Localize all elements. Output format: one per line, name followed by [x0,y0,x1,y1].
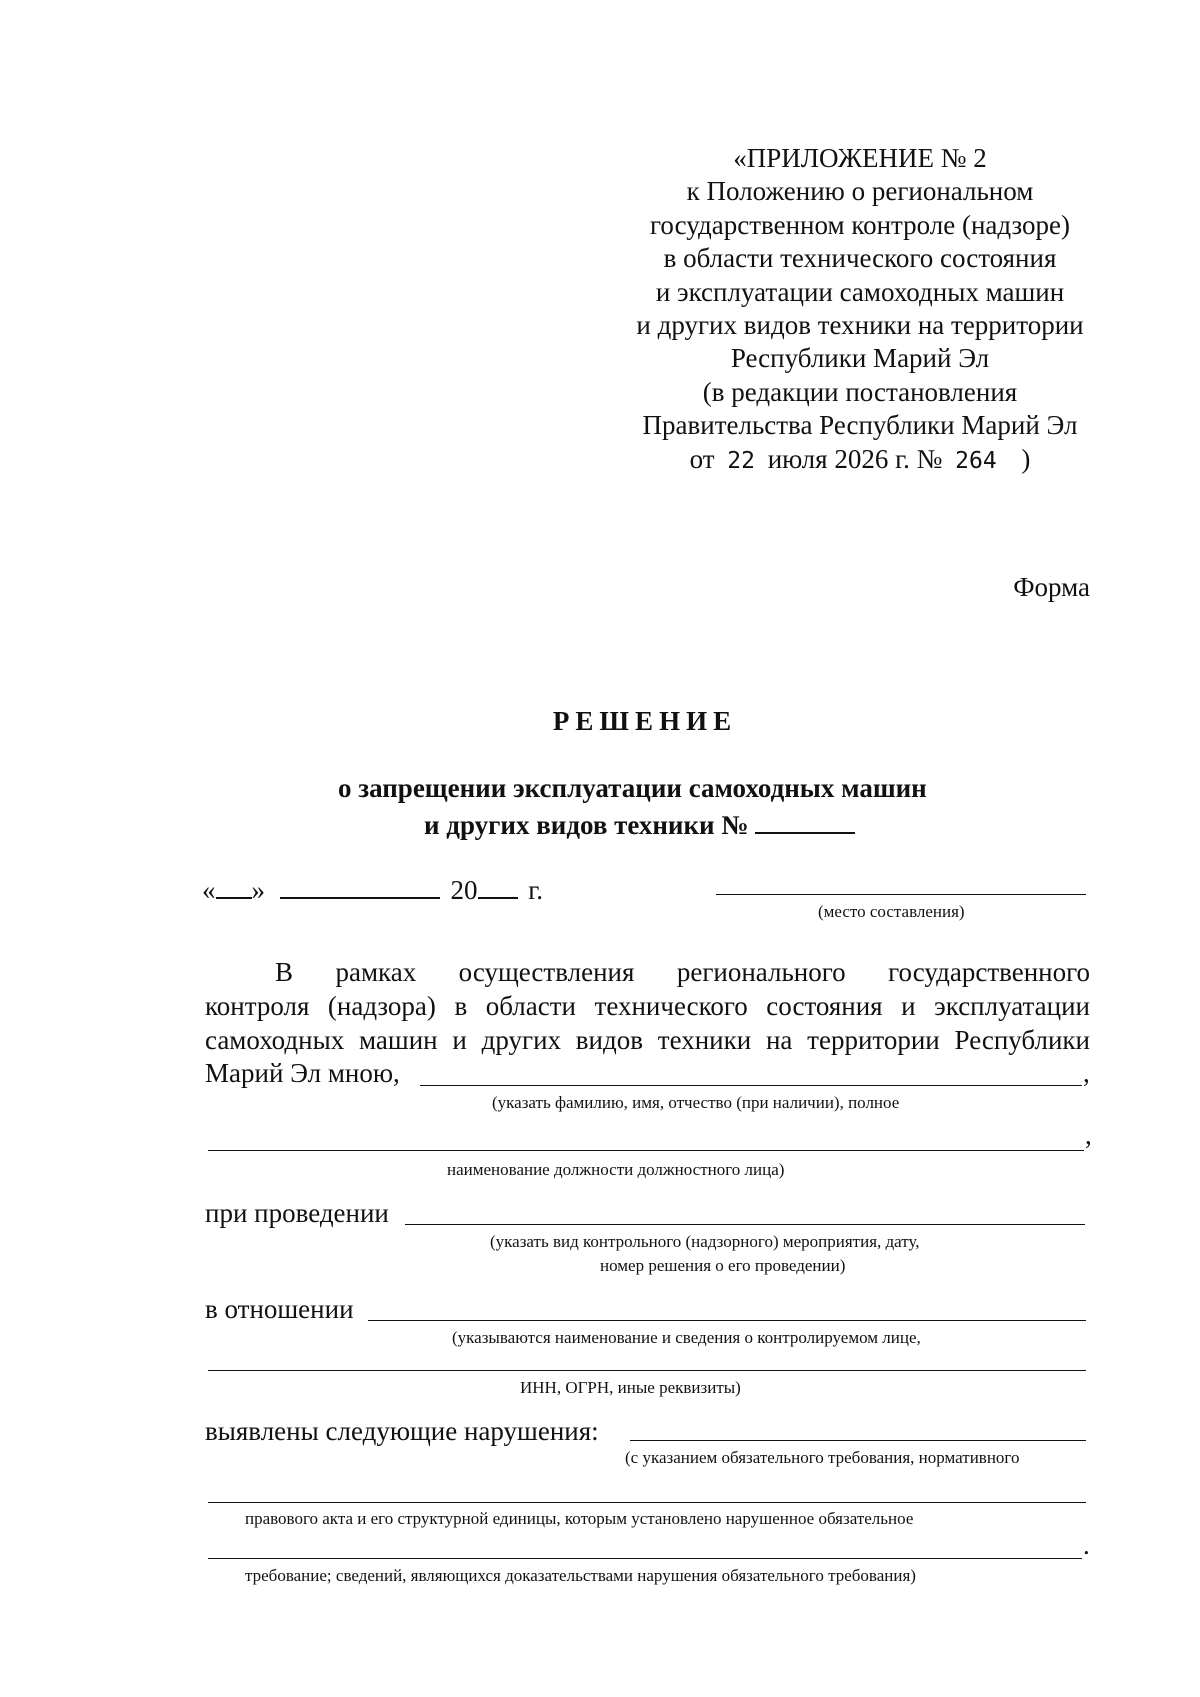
violations-label: выявлены следующие нарушения: [205,1416,599,1446]
paragraph-line: контроля (надзора) в области технического состояния и эксплуатации [205,991,1090,1021]
close-quote: » [251,875,265,905]
violations-caption2: правового акта и его структурной единицы, которым установлено нарушенное обязательное [245,1509,914,1528]
subtitle-line2-text: и других видов техники № [424,810,749,840]
document-title: РЕШЕНИЕ [552,706,738,736]
official-caption2: наименование должности должностного лица) [447,1160,785,1179]
violations-caption3: требование; сведений, являющихся доказательствами нарушения обязательного требования) [245,1566,916,1585]
subtitle-line2 [338,806,927,843]
paragraph-line: самоходных машин и других видов техники на территории Республики [205,1025,1090,1055]
main-paragraph [205,955,1090,1057]
regarding-caption1: (указываются наименование и сведения о контролируемом лице, [452,1328,921,1347]
appendix-line: Республики Марий Эл [730,343,990,374]
date-number: 264 [955,447,997,474]
conducting-field[interactable] [405,1224,1085,1225]
place-field[interactable] [716,894,1086,895]
comma: , [1085,1120,1092,1150]
month-field[interactable] [280,873,440,899]
appendix-line: и других видов техники на территории [636,310,1084,341]
year-suffix: г. [528,875,544,905]
decision-number-field[interactable] [755,806,855,834]
appendix-date-line [600,443,1120,478]
date-row [202,873,543,906]
appendix-line: и эксплуатации самоходных машин [655,276,1065,307]
appendix-line: в области технического состояния [663,243,1057,274]
conducting-label: при проведении [205,1198,389,1228]
appendix-line: Правительства Республики Марий Эл [642,410,1078,441]
conducting-caption1: (указать вид контрольного (надзорного) мероприятия, дату, [490,1232,920,1251]
official-position-field[interactable] [208,1150,1084,1151]
place-caption: (место составления) [818,902,965,921]
official-name-field[interactable] [420,1085,1082,1086]
year-field[interactable] [478,873,518,899]
date-day: 22 [727,447,755,474]
comma: , [1083,1058,1090,1088]
subtitle-line1: о запрещении эксплуатации самоходных машин [338,773,927,803]
paragraph-last-line: Марий Эл мною, [205,1058,400,1088]
form-label: Форма [1013,572,1090,602]
appendix-line: (в редакции постановления [702,376,1018,407]
violations-caption1: (с указанием обязательного требования, нормативного [625,1448,1020,1467]
year-prefix: 20 [450,875,478,905]
violations-field-3[interactable] [208,1558,1082,1559]
day-field[interactable] [216,873,252,899]
period: . [1083,1530,1090,1560]
official-caption1: (указать фамилию, имя, отчество (при наличии), полное [492,1093,900,1112]
document-subtitle [338,770,927,843]
violations-field-2[interactable] [208,1502,1086,1503]
appendix-line: государственном контроле (надзоре) [650,209,1070,240]
regarding-label: в отношении [205,1294,354,1324]
date-month-year: июля 2026 г. № [767,443,943,474]
paragraph-line: В рамках осуществления регионального государственного [275,957,1090,987]
date-suffix: ) [1021,443,1031,474]
regarding-caption2: ИНН, ОГРН, иные реквизиты) [520,1378,741,1397]
regarding-field[interactable] [368,1320,1086,1321]
date-prefix: от [689,443,715,474]
conducting-caption2: номер решения о его проведении) [600,1256,846,1275]
regarding-field-2[interactable] [208,1370,1086,1371]
violations-field[interactable] [630,1440,1086,1441]
appendix-line: «ПРИЛОЖЕНИЕ № 2 [733,143,987,173]
appendix-header [600,142,1120,478]
open-quote: « [202,875,216,905]
appendix-line: к Положению о региональном [686,176,1034,207]
